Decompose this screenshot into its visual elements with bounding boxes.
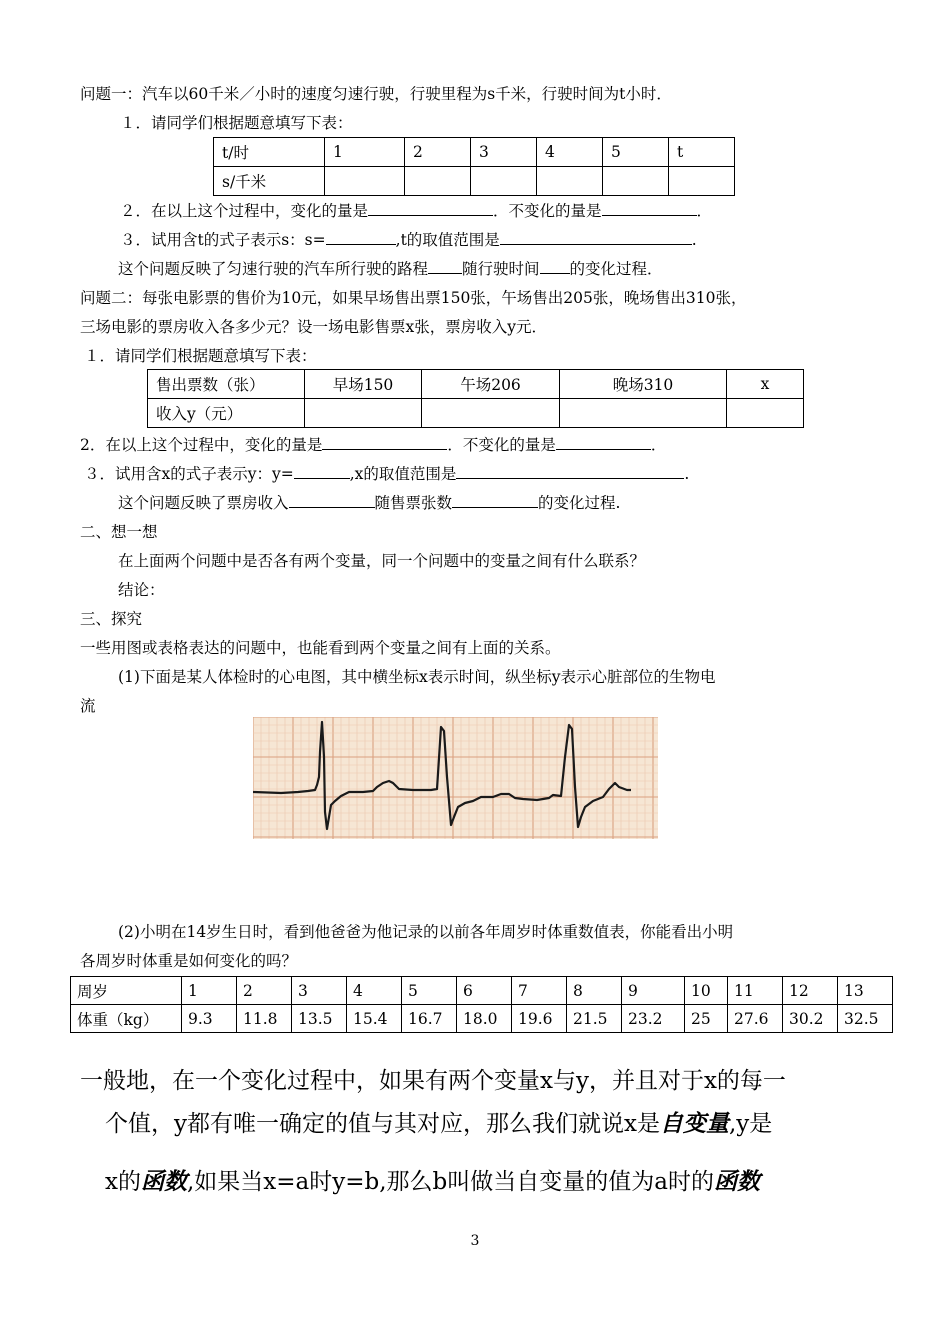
explore-heading: 三、探究: [80, 610, 143, 628]
q1-step2-text-a: ２．在以上这个过程中，变化的量是: [120, 202, 369, 220]
weight-table-weight-cell: 18.0: [457, 1005, 512, 1033]
q1-table-row2-label: s/千米: [214, 167, 325, 196]
explore-item2-line2: 各周岁时体重是如何变化的吗？: [80, 952, 298, 970]
q1-step3-text-a: ３．试用含t的式子表示s：s=: [120, 231, 326, 249]
q1-reflect-text-c: 的变化过程．: [569, 260, 663, 278]
weight-table-age-cell: 10: [685, 977, 728, 1005]
q2-table: [147, 369, 804, 428]
q2-table-row2-label: 收入y（元）: [148, 399, 305, 428]
q2-table-head-3: 晚场310: [560, 370, 727, 399]
q2-table-head-4: x: [727, 370, 804, 399]
q1-step2-text-b: ．不变化的量是: [493, 202, 602, 220]
page-number: 3: [470, 1233, 480, 1249]
q1-step2-blank-2[interactable]: [602, 201, 697, 216]
weight-table-weight-cell: 11.8: [237, 1005, 292, 1033]
term-independent-variable: 自变量: [659, 1110, 729, 1137]
definition-line2: [105, 1109, 772, 1139]
q2-reflect-text-a: 这个问题反映了票房收入: [118, 494, 289, 512]
q1-table-head-1: 1: [325, 138, 405, 167]
q1-table-cell[interactable]: [669, 167, 735, 196]
q1-table-head-2: 2: [405, 138, 471, 167]
q2-intro-line1: 问题二：每张电影票的售价为10元，如果早场售出票150张，午场售出205张，晚场售出310张，: [80, 289, 747, 307]
weight-table-age-cell: 8: [567, 977, 622, 1005]
weight-table-age-label: 周岁: [71, 977, 182, 1005]
q2-step3: [84, 464, 689, 484]
ecg-image: [253, 717, 658, 839]
q2-step2-blank-1[interactable]: [322, 435, 447, 450]
weight-table-age-cell: 1: [182, 977, 237, 1005]
q2-reflect: [118, 493, 620, 513]
q2-step2: [80, 435, 666, 455]
q1-table-cell[interactable]: [471, 167, 537, 196]
q1-step2-end: ．: [696, 202, 713, 220]
weight-table-age-cell: 9: [622, 977, 685, 1005]
q1-table-head-0: t/时: [214, 138, 325, 167]
q1-step3: [120, 230, 697, 250]
q1-table-head-6: t: [669, 138, 735, 167]
q1-step3-blank-1[interactable]: [326, 230, 396, 245]
explore-intro: 一些用图或表格表达的问题中，也能看到两个变量之间有上面的关系。: [80, 639, 561, 657]
term-function-2: 函数: [714, 1168, 760, 1195]
weight-table-weight-cell: 30.2: [783, 1005, 838, 1033]
q2-table-cell[interactable]: [727, 399, 804, 428]
q1-step2: [120, 201, 712, 221]
weight-table-age-cell: 11: [728, 977, 783, 1005]
definition-l2-text-a: 个值，y都有唯一确定的值与其对应，那么我们就说x是: [105, 1111, 660, 1137]
q2-step3-text-a: ３．试用含x的式子表示y：y=: [84, 465, 294, 483]
q2-step2-text-b: ．不变化的量是: [447, 436, 556, 454]
q1-table: [213, 137, 735, 196]
weight-table-age-cell: 13: [838, 977, 893, 1005]
q2-step2-text-a: 2．在以上这个过程中，变化的量是: [80, 436, 323, 454]
q1-step2-blank-1[interactable]: [368, 201, 493, 216]
weight-table-weight-cell: 25: [685, 1005, 728, 1033]
q1-table-head-3: 3: [471, 138, 537, 167]
weight-table-weight-cell: 19.6: [512, 1005, 567, 1033]
q2-reflect-text-b: 随售票张数: [374, 494, 453, 512]
q2-reflect-blank-1[interactable]: [289, 493, 375, 508]
definition-line3: [105, 1167, 760, 1197]
q1-table-head-4: 4: [537, 138, 603, 167]
q1-reflect-blank-1[interactable]: [428, 259, 462, 274]
q2-reflect-text-c: 的变化过程.: [538, 494, 621, 512]
weight-table-weight-cell: 16.7: [402, 1005, 457, 1033]
explore-item1-line1: (1)下面是某人体检时的心电图，其中横坐标x表示时间，纵坐标y表示心脏部位的生物电: [118, 668, 716, 686]
q2-table-cell[interactable]: [560, 399, 727, 428]
q2-table-cell[interactable]: [422, 399, 560, 428]
q1-step3-text-b: ,t的取值范围是: [395, 231, 500, 249]
q1-step3-end: .: [691, 231, 697, 249]
q1-reflect-text-a: 这个问题反映了匀速行驶的汽车所行驶的路程: [118, 260, 429, 278]
q2-intro-line2: 三场电影的票房收入各多少元？设一场电影售票x张，票房收入y元．: [80, 318, 548, 336]
q1-intro: 问题一：汽车以60千米／小时的速度匀速行驶，行驶里程为s千米，行驶时间为t小时．: [80, 85, 672, 103]
q2-table-head-0: 售出票数（张）: [148, 370, 305, 399]
q1-step1: １．请同学们根据题意填写下表：: [120, 114, 353, 132]
weight-table-weight-cell: 23.2: [622, 1005, 685, 1033]
explore-item1-line2: 流: [80, 697, 96, 715]
q1-reflect-blank-2[interactable]: [540, 259, 570, 274]
weight-table-weight-cell: 32.5: [838, 1005, 893, 1033]
q1-table-cell[interactable]: [405, 167, 471, 196]
think-heading: 二、想一想: [80, 523, 158, 541]
term-function: 函数: [140, 1168, 187, 1195]
weight-table-age-cell: 3: [292, 977, 347, 1005]
q2-table-cell[interactable]: [305, 399, 422, 428]
q2-step3-blank-1[interactable]: [294, 464, 350, 479]
q1-table-cell[interactable]: [537, 167, 603, 196]
q1-reflect: [118, 259, 663, 279]
definition-l3-text-b: ,如果当x=a时y=b,那么b叫做当自变量的值为a时的: [186, 1169, 714, 1195]
weight-table-age-cell: 7: [512, 977, 567, 1005]
weight-table-age-cell: 5: [402, 977, 457, 1005]
weight-table-weight-cell: 21.5: [567, 1005, 622, 1033]
q1-step3-blank-2[interactable]: [500, 230, 692, 245]
q2-table-head-2: 午场206: [422, 370, 560, 399]
weight-table-weight-cell: 13.5: [292, 1005, 347, 1033]
q2-step3-text-b: ,x的取值范围是: [349, 465, 457, 483]
think-conclusion: 结论：: [118, 581, 165, 599]
q2-table-head-1: 早场150: [305, 370, 422, 399]
weight-table-age-cell: 6: [457, 977, 512, 1005]
q1-table-cell[interactable]: [325, 167, 405, 196]
q1-reflect-text-b: 随行驶时间: [462, 260, 540, 278]
q2-step3-blank-2[interactable]: [456, 464, 684, 479]
q2-step1: １．请同学们根据题意填写下表：: [84, 347, 317, 365]
weight-table-age-cell: 12: [783, 977, 838, 1005]
q2-step2-blank-2[interactable]: [556, 435, 651, 450]
weight-table-weight-cell: 15.4: [347, 1005, 402, 1033]
explore-item2-line1: (2)小明在14岁生日时，看到他爸爸为他记录的以前各年周岁时体重数值表，你能看出小明: [118, 923, 734, 941]
definition-l2-text-b: ,y是: [728, 1111, 773, 1137]
weight-table-age-cell: 4: [347, 977, 402, 1005]
weight-table-weight-label: 体重（kg）: [71, 1005, 182, 1033]
q1-table-head-5: 5: [603, 138, 669, 167]
weight-table-weight-cell: 9.3: [182, 1005, 237, 1033]
definition-line1: 一般地，在一个变化过程中，如果有两个变量x与y，并且对于x的每一: [80, 1068, 786, 1094]
definition-l3-text-a: x的: [105, 1169, 141, 1195]
weight-table-age-cell: 2: [237, 977, 292, 1005]
q2-step2-end: ．: [650, 436, 667, 454]
q2-step3-end: .: [684, 465, 690, 483]
think-question: 在上面两个问题中是否各有两个变量，同一个问题中的变量之间有什么联系？: [118, 552, 646, 570]
q2-reflect-blank-2[interactable]: [452, 493, 538, 508]
q1-table-cell[interactable]: [603, 167, 669, 196]
weight-table-weight-cell: 27.6: [728, 1005, 783, 1033]
weight-table: [70, 976, 893, 1033]
